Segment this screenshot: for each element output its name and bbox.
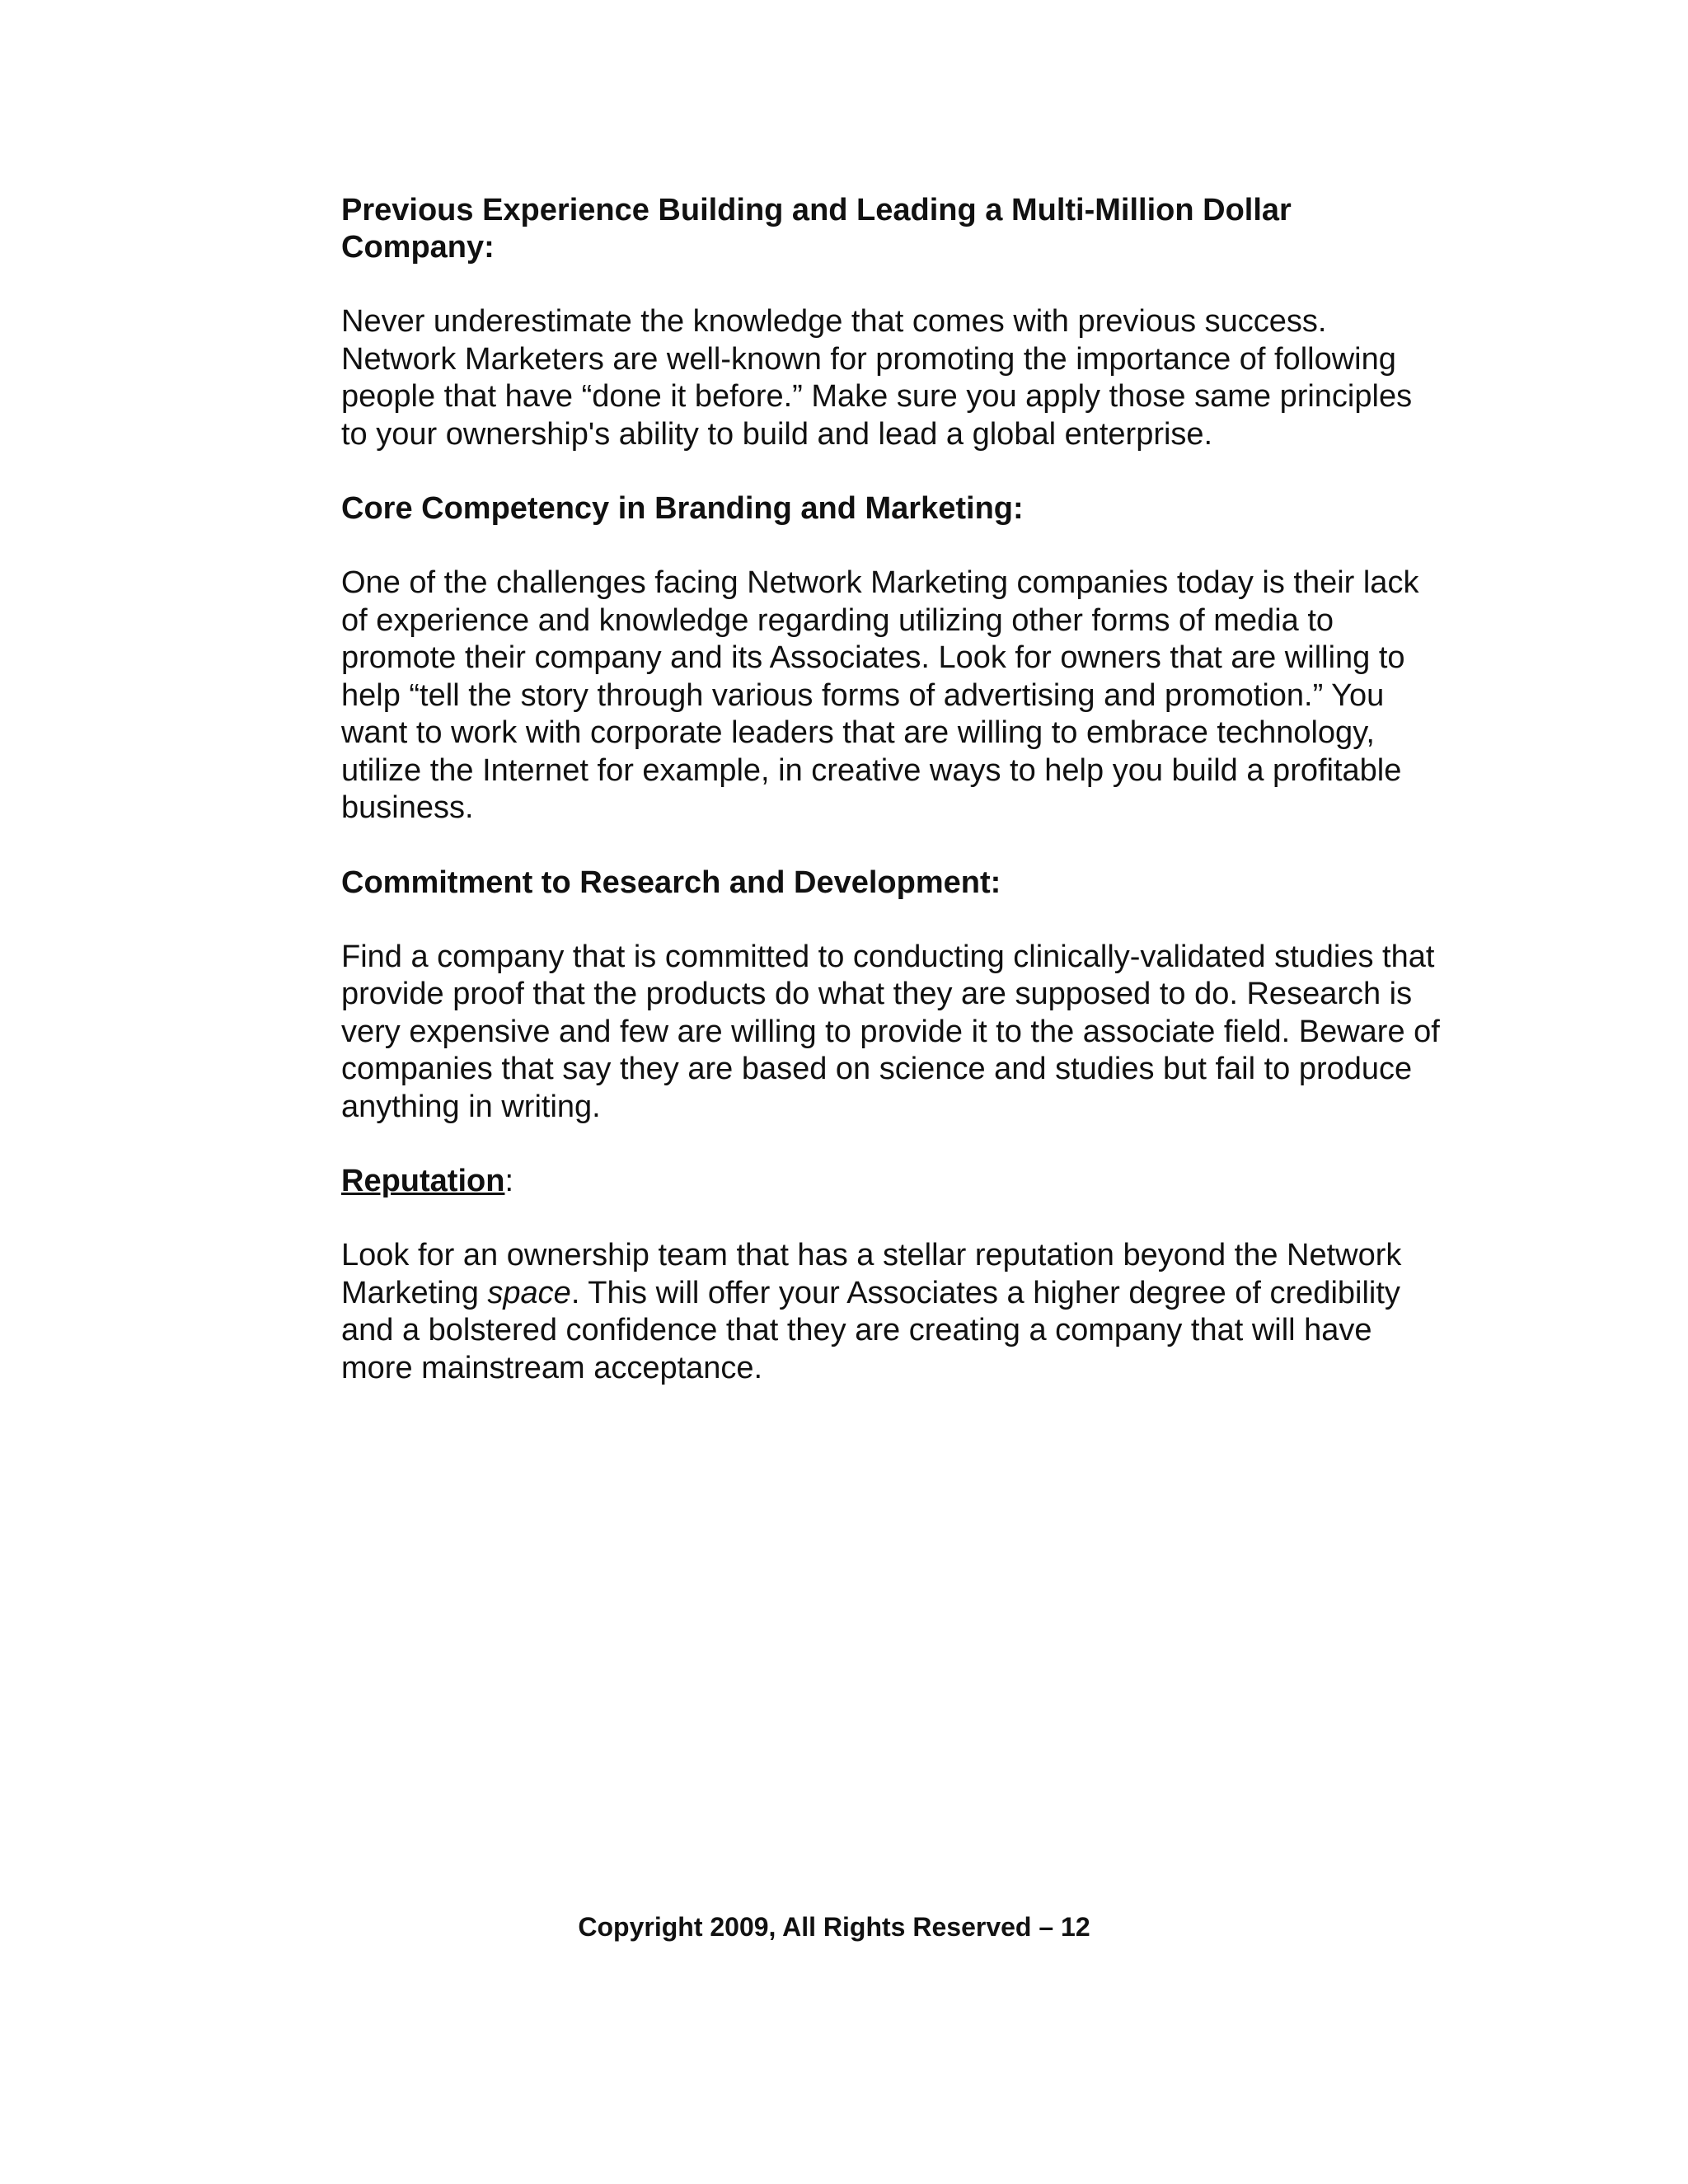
section-body-experience: Never underestimate the knowledge that comes with previous success. Network Marketers are well-known for promoting the importance of following people that have “done it before.” Make sure you apply those same principles to your ownership's ability to build and lead a global enterprise. [341,304,1413,452]
page-content [341,192,1446,1424]
reputation-heading-colon: : [504,1164,513,1198]
section-heading-research: Commitment to Research and Development: [341,865,1001,900]
reputation-body-end: . This will offer your Associates a higher degree of credibility and a bolstered confidence that they are creating a company that will have more mainstream acceptance. [341,1275,1400,1385]
section-body-reputation [341,1237,1446,1387]
section-heading-reputation [341,1163,1446,1200]
section-heading-branding: Core Competency in Branding and Marketing: [341,491,1024,526]
section-body-research: Find a company that is committed to conducting clinically-validated studies that provide proof that the products do what they are supposed to do. Research is very expensive and few are willing to provide it to the associate field. Beware of companies that say they are based on science and studies but fail to produce anything in writing. [341,939,1440,1124]
reputation-body-emphasis: space [487,1275,571,1310]
page-footer: Copyright 2009, All Rights Reserved – 12 [578,1912,1090,1942]
section-heading-experience: Previous Experience Building and Leading a Multi-Million Dollar Company: [341,193,1292,265]
reputation-body-start: Look for an ownership team that has a stellar reputation beyond the Network Marketing [341,1238,1402,1310]
section-body-branding: One of the challenges facing Network Marketing companies today is their lack of experience and knowledge regarding utilizing other forms of media to promote their company and its Associates. Look for owners that are willing to help “tell the story through various forms of advertising and promotion.” You want to work with corporate leaders that are willing to embrace technology, utilize the Internet for example, in creative ways to help you build a profitable business. [341,565,1419,825]
reputation-heading-text: Reputation [341,1164,505,1198]
